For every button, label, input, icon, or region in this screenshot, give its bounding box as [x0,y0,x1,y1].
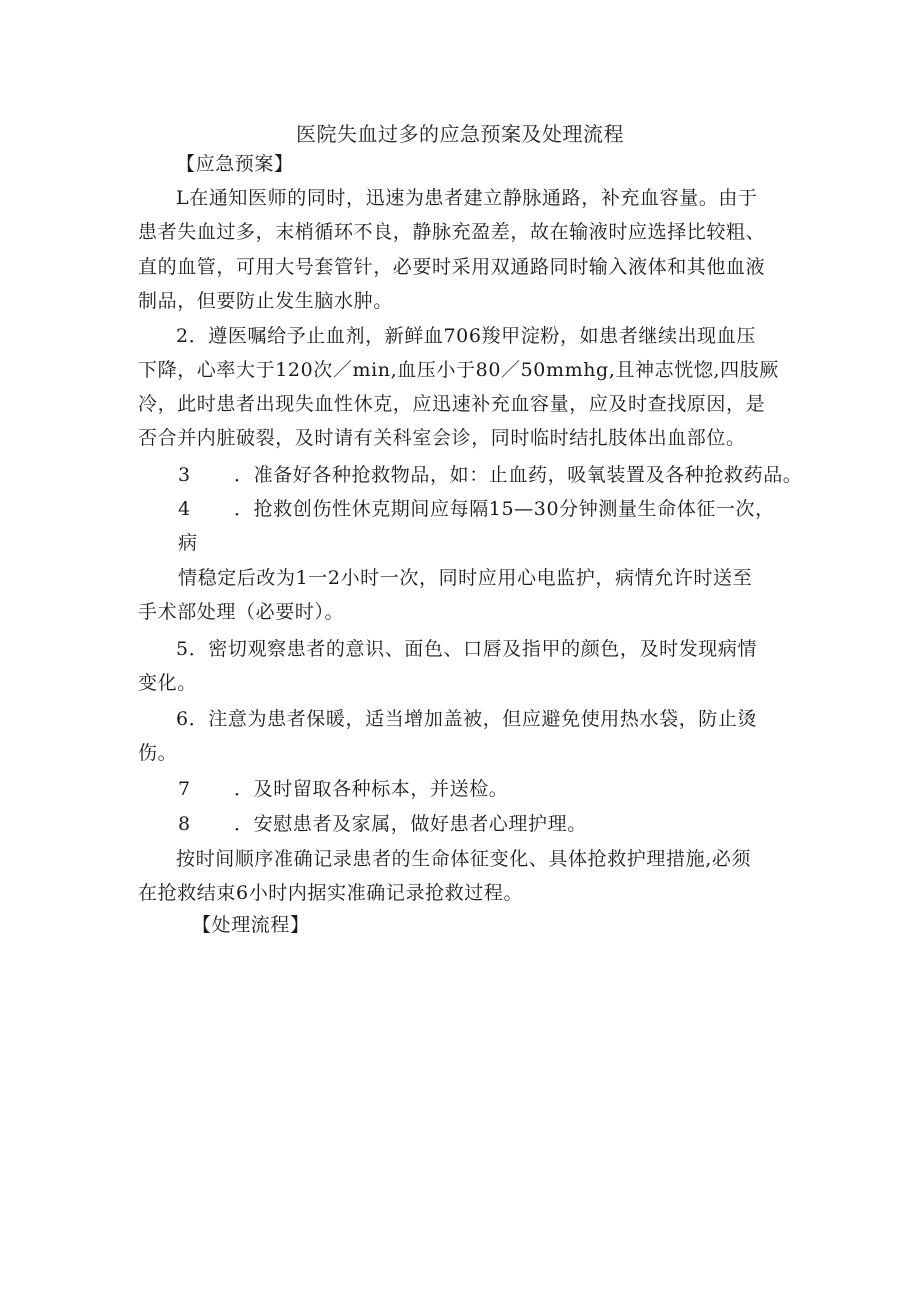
list-item-3 [178,463,802,487]
paragraph-line: 直的血管，可用大号套管针，必要时采用双通路同时输入液体和其他血液 [138,256,766,278]
section-heading-plan: 【应急预案】 [176,153,294,175]
section-heading-flow: 【处理流程】 [192,914,310,936]
paragraph-line: 6．注意为患者保暖，适当增加盖被，但应避免使用热水袋，防止烫 [176,708,758,730]
item-number: 8 [178,813,191,835]
paragraph-line: 冷，此时患者出现失血性休克，应迅速补充血容量，应及时查找原因，是 [138,393,766,415]
paragraph-line: 伤。 [138,742,178,764]
paragraph-line: 2．遵医嘱给予止血剂，新鲜血706羧甲淀粉，如患者继续出现血压 [176,325,756,347]
paragraph-line: 下降，心率大于120次／min,血压小于80／50mmhg,且神志恍惚,四肢厥 [138,359,779,381]
paragraph-line: 5．密切观察患者的意识、面色、口唇及指甲的颜色，及时发现病情 [176,638,758,660]
item-text: ．准备好各种抢救物品，如：止血药，吸氧装置及各种抢救药品。 [234,464,803,486]
paragraph-line: 按时间顺序准确记录患者的生命体征变化、具体抢救护理措施,必须 [176,848,752,870]
item-number: 7 [178,778,191,800]
paragraph-line: 患者失血过多，末梢循环不良，静脉充盈差，故在输液时应选择比较粗、 [138,221,766,243]
list-item-7 [178,777,508,801]
item-text: ．安慰患者及家属，做好患者心理护理。 [234,813,587,835]
item-number: 4 [178,498,191,520]
list-item-8 [178,812,587,836]
paragraph-line: 变化。 [138,672,197,694]
paragraph-line: 情稳定后改为1一2小时一次，同时应用心电监护，病情允许时送至 [178,567,753,589]
paragraph-line: 手术部处理（必要时）。 [138,601,345,623]
paragraph-line: 否合并内脏破裂，及时请有关科室会诊，同时临时结扎肢体出血部位。 [138,427,746,449]
list-item-4 [178,497,775,521]
item-text: ．及时留取各种标本，并送检。 [234,778,509,800]
item-number: 3 [178,464,191,486]
paragraph-line: L在通知医师的同时，迅速为患者建立静脉通路，补充血容量。由于 [176,187,758,209]
document-title: 医院失血过多的应急预案及处理流程 [296,122,624,146]
paragraph-line: 病 [178,532,198,554]
paragraph-line: 在抢救结束6小时内据实准确记录抢救过程。 [138,882,524,904]
paragraph-line: 制品，但要防止发生脑水肿。 [138,290,393,312]
item-text: ．抢救创伤性休克期间应每隔15—30分钟测量生命体征一次， [234,498,775,520]
